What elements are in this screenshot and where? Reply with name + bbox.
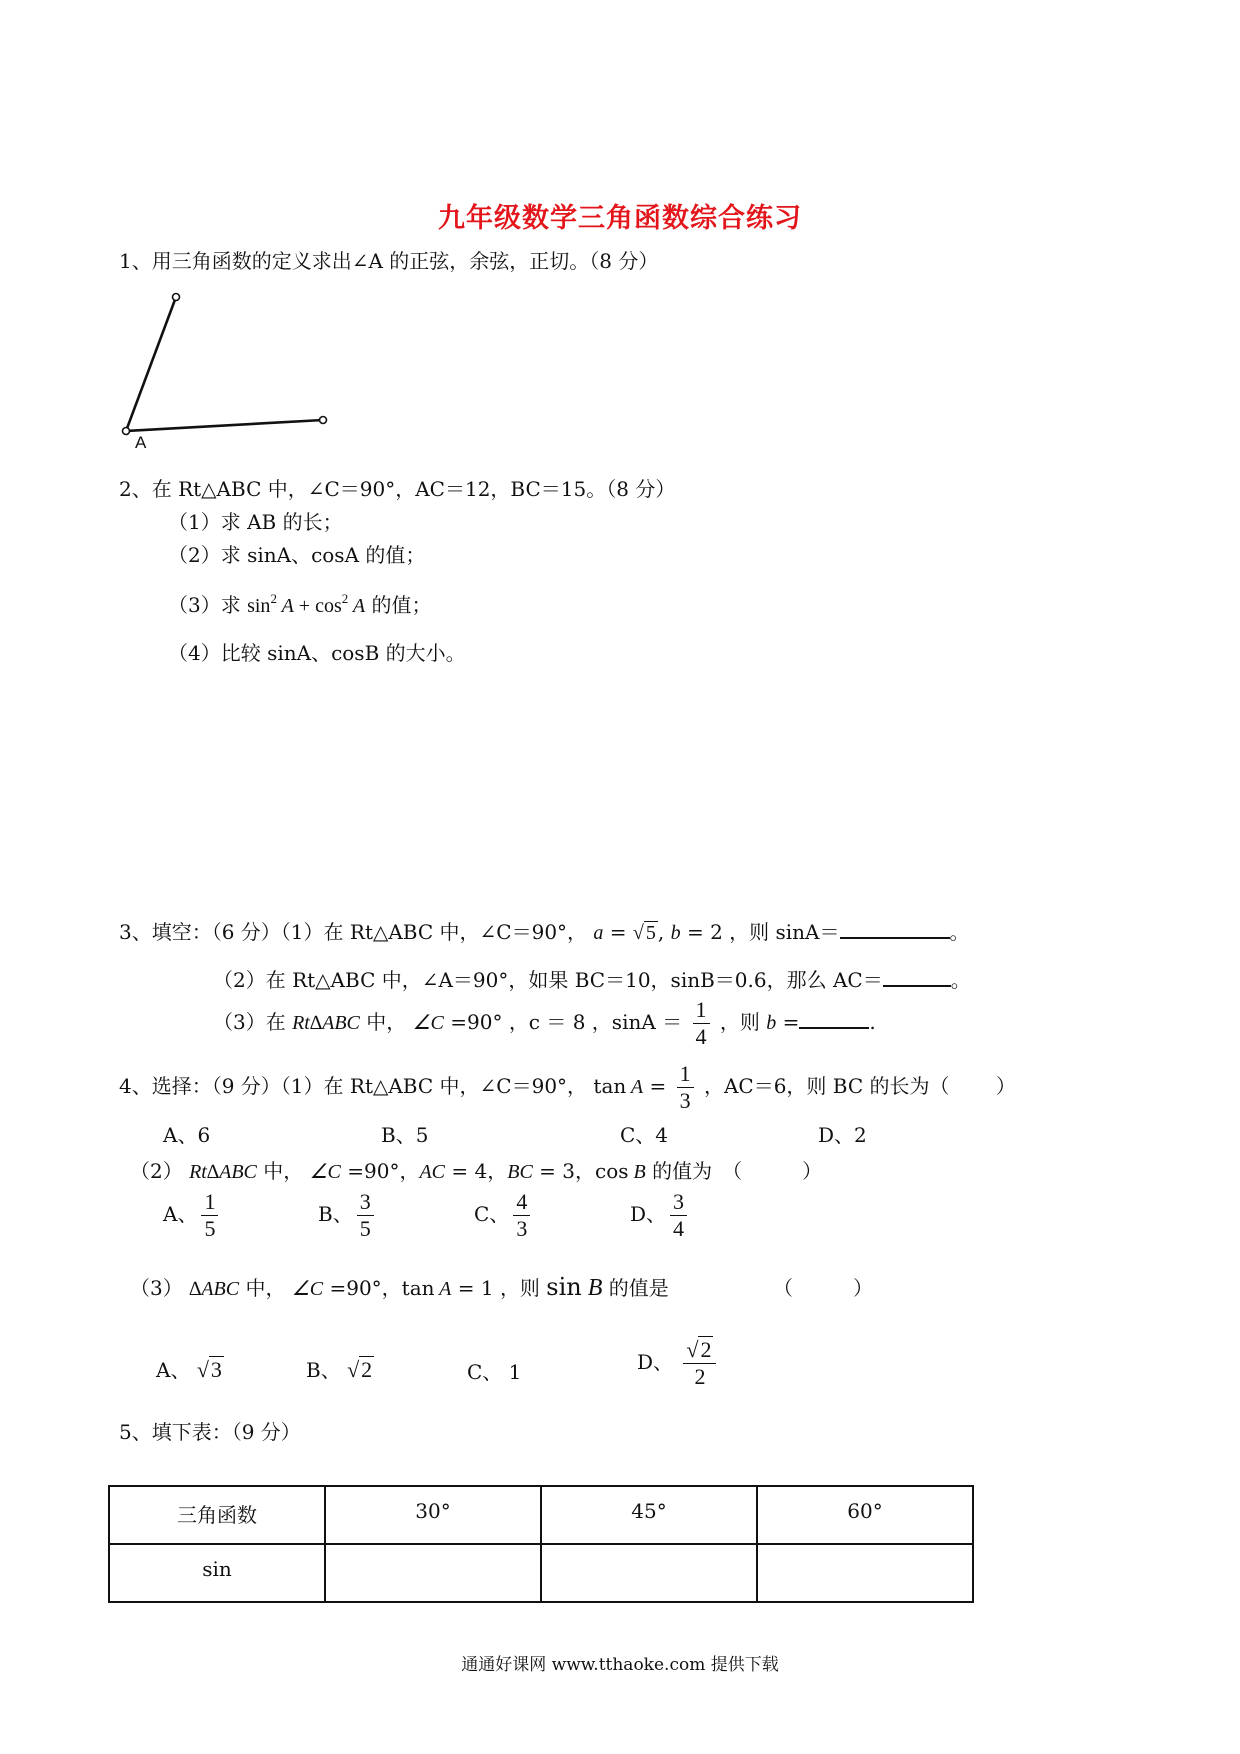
table-header-cell: 30° <box>325 1486 541 1544</box>
identity-formula: $\sin^2 A + \cos^2 A$ <box>247 591 366 617</box>
fraction-numerator: 4 <box>513 1190 530 1216</box>
q4-3-option-a[interactable]: A、 √3 <box>156 1357 222 1382</box>
question-4-line-3: （3） ∆ABC 中， ∠C =90°，tan A = 1 ，则 sin B 的值是 <box>130 1273 669 1301</box>
question-3-p3-c: ，c ＝ 8 ，sinA ＝ <box>508 1010 683 1034</box>
rt-abc-italic: Rt∆ABC <box>292 1012 360 1034</box>
answer-blank-3-3[interactable] <box>799 1007 869 1029</box>
question-4-p3-a: （3） <box>130 1276 183 1300</box>
fraction-denominator: 4 <box>695 1024 707 1049</box>
question-2-sub-3-prefix: （3）求 <box>168 593 241 617</box>
q4-2-option-c[interactable] <box>474 1190 534 1241</box>
question-3-p1-tail: ，则 sinA＝ <box>729 920 840 944</box>
question-3-lead: 3、填空：（6 分）（1）在 Rt△ABC 中，∠C＝90°， <box>119 920 588 944</box>
fraction-numerator: 1 <box>677 1062 694 1088</box>
question-4-line-1: 4、选择：（9 分）（1）在 Rt△ABC 中，∠C＝90°， tan A = $\frac{1}{3}$ ，AC＝6，则 BC 的长为（ ） <box>119 1061 1016 1113</box>
question-3-p3-end: . <box>869 1010 876 1034</box>
question-5-text: 5、填下表：（9 分） <box>119 1420 301 1444</box>
question-3-line-1: 3、填空：（6 分）（1）在 Rt△ABC 中，∠C＝90°， a = √ 5 , b = 2 ，则 sinA＝ 。 <box>119 917 970 946</box>
question-3-line-2 <box>213 965 971 993</box>
angle-ray-lower <box>126 420 323 431</box>
table-answer-cell[interactable] <box>325 1544 541 1602</box>
fraction-numerator: 1 <box>693 998 710 1024</box>
vertex-label-a: A <box>135 433 147 452</box>
point-upper <box>173 294 180 301</box>
question-4-line-2: （2） Rt∆ABC 中， ∠C =90°，AC = 4，BC = 3，cos B 的值为 （ ） <box>130 1159 823 1183</box>
q4-2-option-d[interactable] <box>630 1190 691 1241</box>
question-2-sub-2: （2）求 sinA、cosA 的值； <box>168 543 426 567</box>
question-4-p2-c: 的值为 （ ） <box>652 1159 823 1183</box>
question-3-p2-end: 。 <box>950 968 971 992</box>
table-header-cell: 三角函数 <box>109 1486 325 1544</box>
question-4-p2-b: 中， <box>263 1159 304 1183</box>
table-answer-cell[interactable] <box>757 1544 973 1602</box>
table-header-cell: 45° <box>541 1486 757 1544</box>
answer-blank-3-2[interactable] <box>883 965 951 987</box>
fraction-1-4 <box>693 998 710 1049</box>
q4-1-option-c[interactable]: C、4 <box>620 1123 669 1147</box>
table-header-cell: 60° <box>757 1486 973 1544</box>
fraction-denominator: 3 <box>516 1216 528 1241</box>
trig-value-table <box>108 1485 974 1603</box>
answer-blank-3-1[interactable] <box>840 917 950 939</box>
question-3-p2: （2）在 Rt△ABC 中，∠A＝90°，如果 BC＝10，sinB＝0.6，那么 AC＝ <box>213 968 883 992</box>
fraction-denominator: 2 <box>694 1364 706 1389</box>
question-4-lead: 4、选择：（9 分）（1）在 Rt△ABC 中，∠C＝90°， <box>119 1074 588 1098</box>
fraction-denominator: 4 <box>673 1216 685 1241</box>
option-label: C、 <box>474 1202 510 1226</box>
question-3-p3-tail: ，则 <box>719 1010 760 1034</box>
footer-credit: 通通好课网 www.tthaoke.com 提供下载 <box>461 1655 779 1675</box>
question-3-line-3: （3）在 Rt∆ABC 中， ∠C =90° ，c ＝ 8 ，sinA ＝ $\frac{1}{4}$ ，则 b = . <box>213 997 876 1049</box>
question-2-stem: 2、在 Rt△ABC 中，∠C＝90°，AC＝12，BC＝15。（8 分） <box>119 477 676 501</box>
question-4-p3-c: ，则 <box>499 1276 540 1300</box>
q4-3-option-d[interactable]: D、 $\frac{√2}{2}$ <box>637 1338 720 1389</box>
question-2-sub-3-suffix: 的值； <box>371 593 432 617</box>
question-4-p2-a: （2） <box>130 1159 183 1183</box>
question-2-sub-3 <box>168 592 431 619</box>
rt-abc-italic: Rt∆ABC <box>189 1161 257 1183</box>
fraction-numerator: 3 <box>670 1190 687 1216</box>
point-right <box>320 417 327 424</box>
question-3-p3-mid: 中， <box>366 1010 407 1034</box>
triangle-abc-italic: ∆ABC <box>189 1278 240 1300</box>
q4-1-option-a[interactable]: A、6 <box>163 1123 211 1147</box>
q4-3-option-b[interactable]: B、 √2 <box>306 1357 373 1382</box>
question-4-p3-d: 的值是 <box>608 1276 669 1300</box>
radicand: 2 <box>700 1337 712 1362</box>
q4-1-option-b[interactable]: B、5 <box>381 1123 429 1147</box>
angle-ray-upper <box>126 297 176 431</box>
fraction-numerator: 3 <box>357 1190 374 1216</box>
option-label: D、 <box>637 1350 674 1374</box>
question-3-p1-end: 。 <box>949 920 970 944</box>
question-2-sub-4: （4）比较 sinA、cosB 的大小。 <box>168 641 466 665</box>
q4-2-option-a[interactable] <box>163 1190 222 1241</box>
formula-a: a <box>593 922 604 944</box>
fraction-denominator: 5 <box>204 1216 216 1241</box>
question-4-p3-paren: （ ） <box>773 1276 873 1300</box>
option-label: B、 <box>318 1202 353 1226</box>
question-2-sub-1: （1）求 AB 的长； <box>168 510 343 534</box>
table-answer-cell[interactable] <box>541 1544 757 1602</box>
angle-c-90: ∠C <box>412 1012 444 1034</box>
question-4-p1-tail: ，AC＝6，则 BC 的长为（ ） <box>703 1074 1016 1098</box>
q4-2-option-b[interactable] <box>318 1190 378 1241</box>
q4-3-option-c[interactable]: C、 1 <box>467 1360 522 1384</box>
angle-a-figure <box>108 285 338 455</box>
fraction-denominator: 3 <box>679 1088 691 1113</box>
fraction-1-3 <box>677 1062 694 1113</box>
table-header-row <box>109 1486 973 1544</box>
fraction-denominator: 5 <box>359 1216 371 1241</box>
question-1-text: 1、用三角函数的定义求出∠A 的正弦，余弦，正切。（8 分） <box>119 249 659 273</box>
fraction-numerator: 1 <box>201 1190 218 1216</box>
radicand: 2 <box>361 1357 373 1382</box>
option-label: A、 <box>163 1202 198 1226</box>
option-label: B、 <box>306 1358 341 1382</box>
table-row-label: sin <box>109 1544 325 1602</box>
radicand: 3 <box>210 1357 222 1382</box>
question-4-p3-b: 中， <box>245 1276 286 1300</box>
table-row <box>109 1544 973 1602</box>
sqrt-5: √ 5 <box>632 922 656 944</box>
page-title: 九年级数学三角函数综合练习 <box>438 203 802 234</box>
point-a <box>123 428 130 435</box>
question-3-p3-pre: （3）在 <box>213 1010 286 1034</box>
option-label: D、 <box>630 1202 667 1226</box>
option-label: A、 <box>156 1358 191 1382</box>
q4-1-option-d[interactable]: D、2 <box>818 1123 867 1147</box>
